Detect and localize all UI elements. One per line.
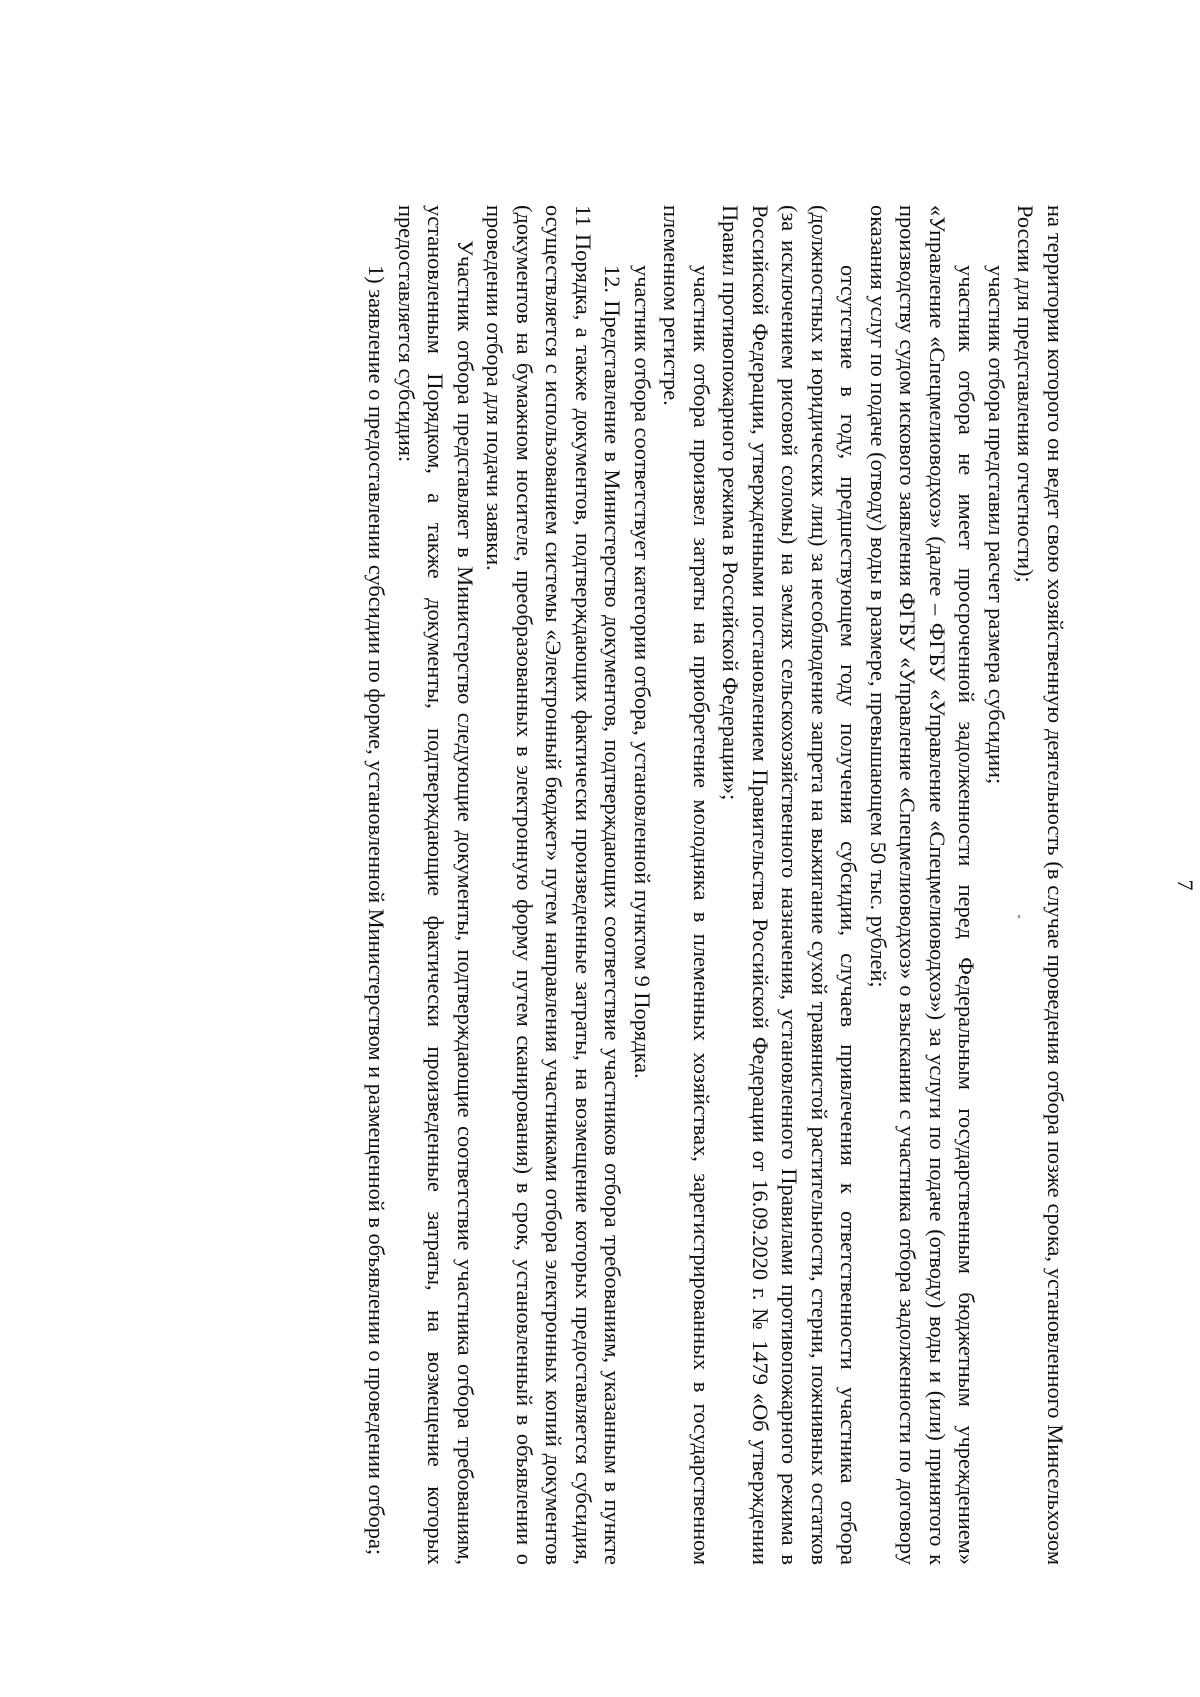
rotated-text-block <box>150 205 1198 1565</box>
paragraph: Участник отбора представляет в Министерство следующие документы, подтверждающие соответствие участника отбора требованиям, установленным Порядком, а также документы, подтверждающие фактически произведенные затраты, на возмещение которых предоставляется субсидия: <box>394 205 478 1565</box>
paragraph: участник отбора не имеет просроченной задолженности перед Федеральным государственным бюджетным учреждением» «Управление «Спецмелиоводхоз» (далее – ФГБУ «Управление «Спецмелиоводхоз») за услуги по подаче (отводу) воды и (или) принятого к производству судом искового заявления ФГБУ «Управление «Спецмелиоводхоз» о взыскании с участника отбора задолженности по договору оказания услуг по подаче (отводу) воды в размере, превышающем 50 тыс. рублей; <box>866 205 980 1565</box>
paragraph: на территории которого он ведет свою хозяйственную деятельность (в случае проведения отбора позже срока, установленного Минсельхозом России для представления отчетности); <box>1013 205 1068 1565</box>
paragraph: участник отбора произвел затраты на приобретение молодняка в племенных хозяйствах, зарегистрированных в государственном племенном регистре. <box>659 205 714 1565</box>
paragraph: участник отбора представил расчет размера субсидии; <box>984 265 1009 785</box>
paragraph: 12. Представление в Министерство документов, подтверждающих соответствие участников отбора требованиям, указанным в пункте 11 Порядка, а также документов, подтверждающих фактически произведенные затраты, на возмещение которых предоставляется субсидия, осуществляется с использованием системы «Электронный бюджет» путем направления участниками отбора электронных копий документов (документов на бумажном носителе, преобразованных в электронную форму путем сканирования) в срок, установленный в объявлении о проведении отбора для подачи заявки. <box>482 205 626 1565</box>
page-number: 7 <box>1173 879 1198 891</box>
paragraph: отсутствие в году, предшествующем году получения субсидии, случаев привлечения к ответственности участника отбора (должностных и юридических лиц) за несоблюдение запрета на выжигание сухой травянистой растительности, стерни, пожнивных остатков (за исключением рисовой соломы) на землях сельскохозяйственного назначения, установленного Правилами противопожарного режима в Российской Федерации, утвержденными постановлением Правительства Российской Федерации от 16.09.2020 г. № 1479 «Об утверждении Правил противопожарного режима в Российской Федерации»; <box>718 205 862 1565</box>
paragraph: участник отбора соответствует категории отбора, установленной пунктом 9 Порядка. <box>630 265 655 1079</box>
paragraph: 1) заявление о предоставлении субсидии по форме, установленной Министерством и размещенной в объявлении о проведении отбора; <box>364 265 390 1556</box>
